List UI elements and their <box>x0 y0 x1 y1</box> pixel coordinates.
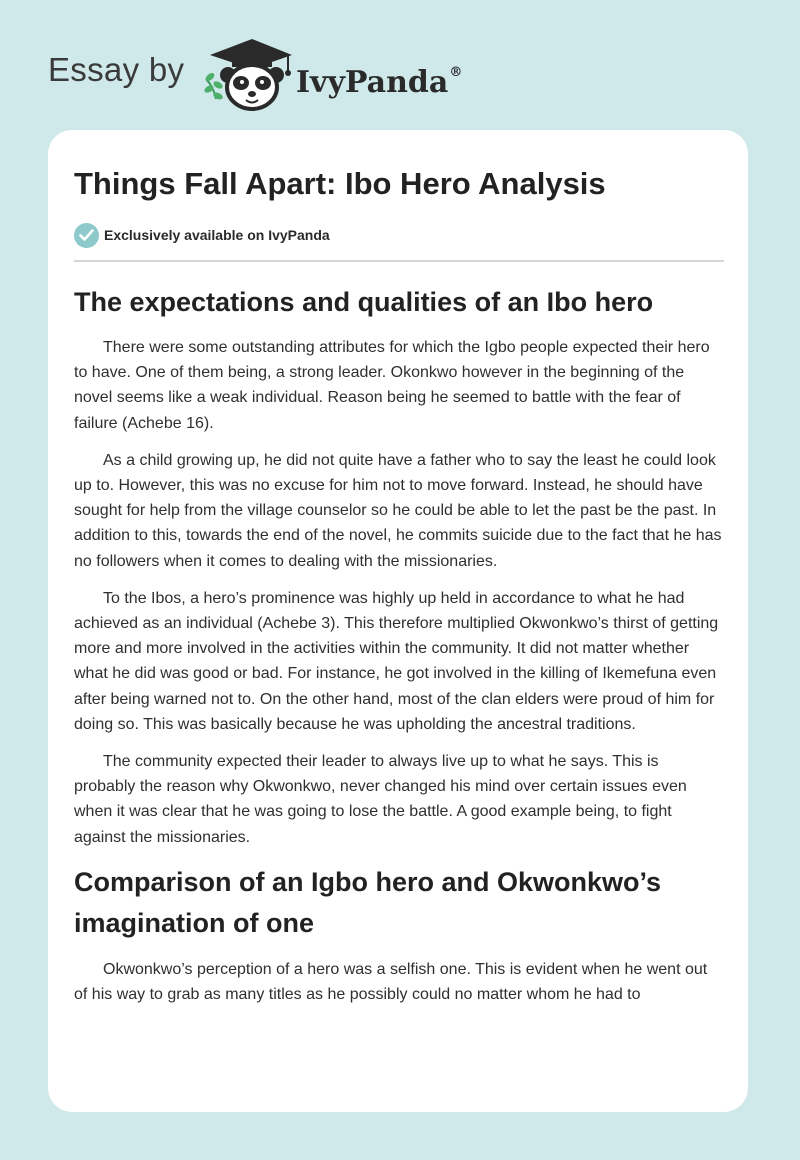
brand-name[interactable] <box>296 53 462 103</box>
registered-mark: ® <box>449 65 463 80</box>
section-heading: The expectations and qualities of an Ibo hero <box>74 287 654 317</box>
paragraph: To the Ibos, a hero’s prominence was highly up held in accordance to what he had achieved as an individual (Achebe 3). This therefore multiplied Okwonkwo’s thirst of getting more and more involved in the activities within the community. It did not matter whether what he did was good or bad. For instance, he got involved in the killing of Ikemefuna even after being warned not to. On the other hand, most of the clan elders were proud of him for doing so. This was basically because he was upholding the ancestral traditions. <box>74 589 719 733</box>
paragraph: There were some outstanding attributes for which the Igbo people expected their hero to have. One of them being, a strong leader. Okonkwo however in the beginning of the novel seems like a weak individual. Reason being he seemed to battle with the fear of failure (Achebe 16). <box>74 339 710 432</box>
essay-by-label: Essay by <box>48 51 185 88</box>
essay-card <box>48 130 748 1112</box>
brand-wordmark: IvyPanda <box>296 65 449 100</box>
essay-content <box>74 272 724 1019</box>
paragraph: As a child growing up, he did not quite have a father who to say the least he could look up to. However, this was no excuse for him not to move forward. Instead, he should have sought for help from the village counselor so he could be able to let the past be the past. In addition to this, towards the end of the novel, he commits suicide due to the fact that he has no followers when it comes to dealing with the missionaries. <box>74 451 722 570</box>
exclusive-badge <box>74 222 330 248</box>
paragraph: The community expected their leader to always live up to what he says. This is probably the reason why Okwonkwo, never changed his mind over certain issues even when it was clear that he was going to lose the battle. A good example being, to fight against the missionaries. <box>74 753 687 846</box>
exclusive-label: Exclusively available on IvyPanda <box>104 227 330 243</box>
check-icon <box>74 223 99 248</box>
section-heading: Comparison of an Igbo hero and Okwonkwo’s imagination of one <box>74 866 662 938</box>
paragraph: Okwonkwo’s perception of a hero was a selfish one. This is evident when he went out of his way to grab as many titles as he possibly could no matter whom he had to <box>74 960 708 1004</box>
panda-graduate-icon[interactable] <box>200 33 296 113</box>
site-header <box>0 0 800 120</box>
divider <box>74 260 724 262</box>
page-title: Things Fall Apart: Ibo Hero Analysis <box>74 166 606 201</box>
